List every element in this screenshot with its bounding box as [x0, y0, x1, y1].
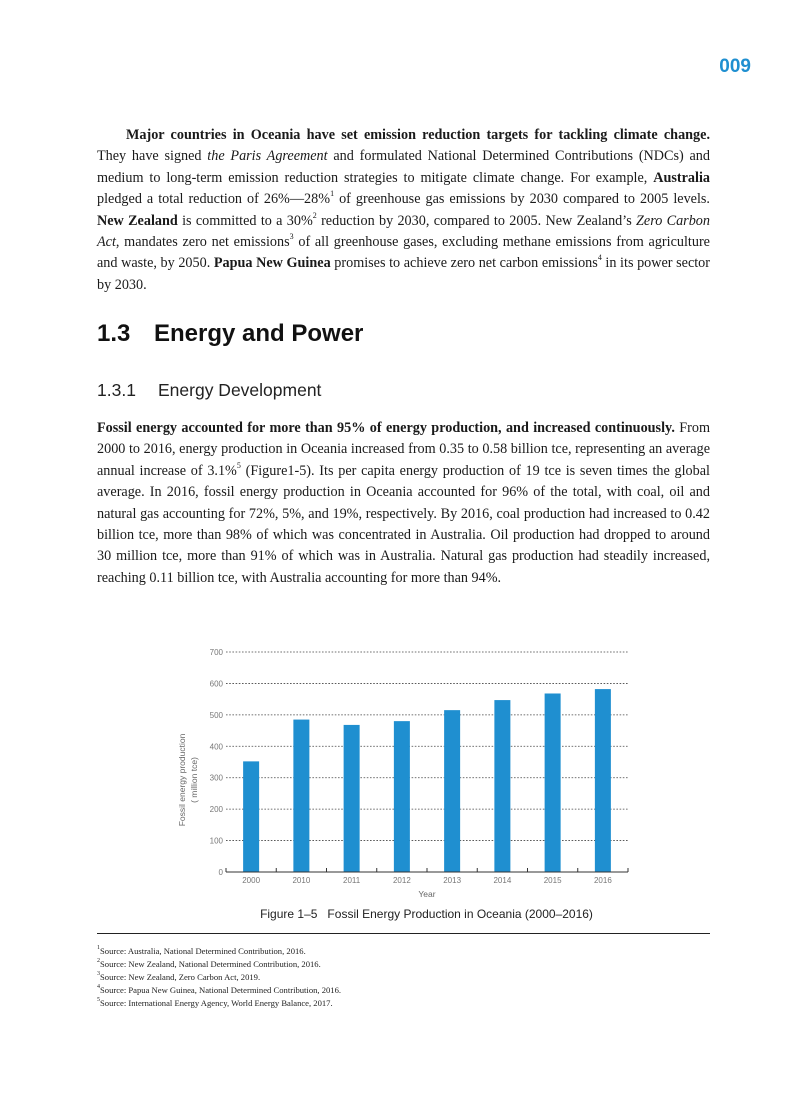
y-tick-label: 100: [209, 836, 223, 846]
x-tick-label: 2011: [343, 876, 361, 885]
footnote-text: Source: International Energy Agency, World Energy Balance, 2017.: [100, 998, 333, 1008]
bars: [243, 689, 611, 872]
footnote-number: 4: [97, 984, 100, 990]
footnote-text: Source: New Zealand, Zero Carbon Act, 2019.: [100, 972, 261, 982]
x-tick-label: 2013: [443, 876, 462, 885]
y-tick-label: 400: [209, 742, 223, 752]
footnote-divider: [97, 933, 710, 934]
bar-2012: [394, 721, 410, 872]
figure-caption: Figure 1–5 Fossil Energy Production in Oceania (2000–2016): [260, 907, 593, 921]
section-heading: [97, 320, 363, 348]
bar-2010: [293, 720, 309, 872]
footnote-text: Source: Australia, National Determined Contribution, 2016.: [100, 946, 306, 956]
x-tick-label: 2000: [242, 876, 261, 885]
x-tick-label: 2016: [593, 876, 612, 885]
y-tick-label: 300: [209, 773, 223, 783]
x-tick-labels: [242, 876, 612, 885]
footnote-ref-3: 3: [289, 232, 294, 242]
bar-2015: [545, 693, 561, 872]
subsection-number: 1.3.1: [97, 380, 136, 400]
fossil-energy-bar-chart: [170, 640, 640, 902]
bar-2000: [243, 761, 259, 872]
x-tick-label: 2010: [292, 876, 311, 885]
footnote-ref-2: 2: [312, 210, 317, 220]
footnote-ref-1: 1: [330, 189, 335, 199]
bar-2014: [494, 700, 510, 872]
x-tick-label: 2015: [543, 876, 562, 885]
paris-agreement: the Paris Agreement: [207, 148, 328, 165]
x-axis: [226, 868, 628, 872]
footnote: [97, 971, 341, 984]
body-paragraph: Fossil energy accounted for more than 95% of energy production, and increased continuously. From 2000 to 2016, energy production in Oceania increased from 0.35 to 0.58 billion tce, representing an average annual increase of 3.1%$^5$ (Figure1-5). Its per capita energy production of 19 tce is seven times the global average. In 2016, fossil energy production in Oceania accounted for 96% of the total, with coal, oil and natural gas accounting for 72%, 5%, and 19%, respectively. By 2016, coal production had increased to 0.42 billion tce, more than 98% of which was concentrated in Australia. Oil production had dropped to around 30 million tce, more than 91% of which was in Australia. Natural gas production had steadily increased, reaching 0.11 billion tce, with Australia accounting for more than 94%.: [97, 420, 711, 586]
new-zealand: New Zealand: [97, 212, 178, 229]
footnote-text: Source: New Zealand, National Determined Contribution, 2016.: [100, 959, 321, 969]
page-number: 009: [719, 56, 751, 77]
y-tick-label: 500: [209, 710, 223, 720]
footnotes: [97, 945, 341, 1010]
footnote: [97, 997, 341, 1010]
y-tick-label: 600: [209, 679, 223, 689]
zero-carbon-act: Zero Carbon Act: [97, 212, 710, 251]
y-tick-label: 0: [218, 868, 223, 877]
x-tick-label: 2014: [493, 876, 512, 885]
footnote: [97, 945, 341, 958]
footnote: [97, 984, 341, 997]
footnote-text: Source: Papua New Guinea, National Determined Contribution, 2016.: [100, 985, 342, 995]
y-axis-label: Fossil energy production: [177, 733, 187, 827]
intro-lead: Major countries in Oceania have set emission reduction targets for tackling climate change.: [126, 127, 710, 143]
x-axis-label: Year: [418, 889, 436, 899]
gridlines: [226, 652, 628, 841]
body-lead: Fossil energy accounted for more than 95% of energy production, and increased continuously.: [97, 420, 675, 436]
bar-2011: [344, 725, 360, 872]
bar-2016: [595, 689, 611, 872]
x-tick-label: 2012: [392, 876, 411, 885]
section-number: 1.3: [97, 320, 131, 347]
y-tick-label: 200: [209, 805, 223, 815]
section-title: Energy and Power: [154, 320, 364, 347]
footnote-number: 3: [97, 971, 100, 977]
footnote-ref-4: 4: [597, 253, 602, 263]
subsection-title: Energy Development: [158, 380, 322, 400]
footnote-number: 2: [97, 958, 100, 964]
footnote-ref-5: 5: [236, 460, 241, 470]
y-axis-unit-label: ( million tce): [189, 757, 199, 803]
footnote: [97, 958, 341, 971]
papua-new-guinea: Papua New Guinea: [213, 255, 331, 272]
subsection-heading: [97, 380, 321, 401]
bar-2013: [444, 710, 460, 872]
intro-paragraph: Major countries in Oceania have set emission reduction targets for tackling climate change. They have signed the Paris Agreement and formulated National Determined Contributions (NDCs) and medium to long-term emission reduction strategies to mitigate climate change. For example, Australia pledged a total reduction of 26%—28%$^1$ of greenhouse gas emissions by 2030 compared to 2005 levels. New Zealand is committed to a 30%$^2$ reduction by 2030, compared to 2005. New Zealand’s Zero Carbon Act, mandates zero net emissions$^3$ of all greenhouse gases, excluding methane emissions from agriculture and waste, by 2050. Papua New Guinea promises to achieve zero net carbon emissions$^4$ in its power sector by 2030.: [97, 127, 711, 293]
y-tick-labels: [210, 648, 224, 877]
y-tick-label: 700: [209, 648, 223, 657]
footnote-number: 1: [97, 945, 100, 951]
australia: Australia: [653, 169, 710, 186]
footnote-number: 5: [97, 997, 100, 1003]
